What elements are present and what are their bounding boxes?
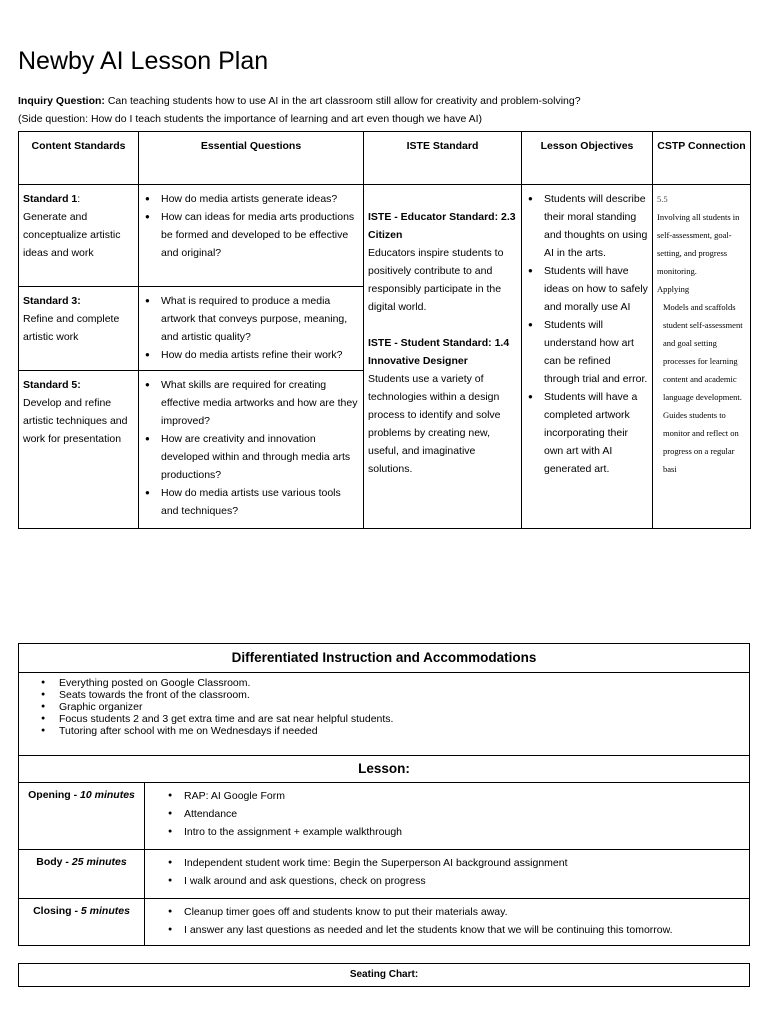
cstp-code: 5.5 (657, 194, 668, 204)
standard-text: Refine and complete artistic work (23, 313, 120, 343)
list-item: ● Students will understand how art can be refined through trial and error. (544, 316, 648, 388)
standard-label: Standard 3: (23, 295, 81, 307)
list-item: ● Graphic organizer (19, 701, 749, 713)
table-header-row (19, 132, 751, 185)
iste-educator-title: ISTE - Educator Standard: 2.3 Citizen (368, 211, 516, 241)
content-standard-cell (19, 185, 139, 287)
inquiry-text: Can teaching students how to use AI in the art classroom still allow for creativity and problem-solving? (104, 95, 581, 107)
page-title: Newby AI Lesson Plan (18, 47, 269, 75)
header-iste-standard: ISTE Standard (364, 132, 522, 185)
list-item: ● How do media artists refine their work? (161, 346, 359, 364)
content-standard-cell (19, 371, 139, 529)
list-item: ● What skills are required for creating effective media artworks and how are they improved? (161, 376, 359, 430)
standard-text: Develop and refine artistic techniques and work for presentation (23, 397, 128, 445)
standard-text: Generate and conceptualize artistic ideas and work (23, 211, 121, 259)
list-item: ● Everything posted on Google Classroom. (19, 677, 749, 689)
list-item: ● Attendance (145, 805, 749, 823)
list-item: ● Students will describe their moral standing and thoughts on using AI in the arts. (544, 190, 648, 262)
phase-label (19, 783, 145, 849)
seating-chart-heading: Seating Chart: (349, 969, 419, 980)
side-question: (Side question: How do I teach students the importance of learning and art even though we have AI) (18, 113, 483, 125)
lesson-heading: Lesson: (19, 756, 749, 783)
list-item: ● Cleanup timer goes off and students know to put their materials away. (145, 903, 749, 921)
standard-label: Standard 1 (23, 193, 78, 205)
table-row (19, 185, 751, 287)
header-essential-questions: Essential Questions (139, 132, 364, 185)
lesson-phase-body (19, 850, 749, 899)
list-item: ● How do media artists use various tools and techniques? (161, 484, 359, 520)
list-item: ● Focus students 2 and 3 get extra time and are sat near helpful students. (19, 713, 749, 725)
phase-name: Opening - (28, 789, 81, 801)
phase-duration: 10 minutes (80, 789, 135, 801)
content-standard-cell (19, 287, 139, 371)
seating-chart-box (18, 963, 750, 987)
iste-educator-text: Educators inspire students to positively contribute to and responsibly participate in the digital world. (368, 247, 504, 313)
standards-table (18, 131, 751, 529)
list-item: ● Independent student work time: Begin the Superperson AI background assignment (145, 854, 749, 872)
essential-questions-cell (139, 287, 364, 371)
cstp-line1: Involving all students in self-assessment, goal-setting, and progress monitoring. (657, 212, 740, 276)
phase-label (19, 899, 145, 945)
phase-duration: 25 minutes (71, 856, 127, 868)
cstp-connection-cell (653, 185, 751, 529)
list-item: ● Students will have ideas on how to safely and morally use AI (544, 262, 648, 316)
header-cstp-connection: CSTP Connection (653, 132, 751, 185)
inquiry-label: Inquiry Question: (18, 95, 105, 107)
lesson-phase-opening (19, 783, 749, 850)
list-item: ● How do media artists generate ideas? (161, 190, 359, 208)
accommodations-list (19, 673, 749, 737)
phase-duration: 5 minutes (80, 905, 130, 917)
phase-name: Body - (36, 856, 72, 868)
list-item: ● RAP: AI Google Form (145, 787, 749, 805)
differentiated-heading: Differentiated Instruction and Accommodations (19, 644, 749, 673)
list-item: ● Intro to the assignment + example walkthrough (145, 823, 749, 841)
essential-questions-cell (139, 371, 364, 529)
iste-student-title: ISTE - Student Standard: 1.4 Innovative Designer (368, 337, 510, 367)
lesson-box (18, 755, 750, 946)
iste-student-text: Students use a variety of technologies within a design process to identify and solve problems by creating new, useful, and imaginative solutions. (368, 373, 501, 475)
list-item: ● How can ideas for media arts productions be formed and developed to be effective and original? (161, 208, 359, 262)
cstp-line3: Models and scaffolds student self-assessment and goal setting processes for learning content and academic language development. Guides students to monitor and reflect on progress on a regular basi (663, 302, 743, 474)
list-item: ● Students will have a completed artwork incorporating their own art with AI generated art. (544, 388, 648, 478)
lesson-objectives-cell (522, 185, 653, 529)
lesson-phase-closing (19, 899, 749, 945)
header-lesson-objectives: Lesson Objectives (522, 132, 653, 185)
inquiry-question (18, 95, 581, 107)
header-content-standards: Content Standards (19, 132, 139, 185)
differentiated-instruction-box (18, 643, 750, 756)
list-item: ● Tutoring after school with me on Wednesdays if needed (19, 725, 749, 737)
essential-questions-cell (139, 185, 364, 287)
list-item: ● How are creativity and innovation developed within and through media arts productions? (161, 430, 359, 484)
phase-name: Closing - (33, 905, 81, 917)
iste-standard-cell (364, 185, 522, 529)
list-item: ● What is required to produce a media artwork that conveys purpose, meaning, and artistic quality? (161, 292, 359, 346)
list-item: ● I answer any last questions as needed and let the students know that we will be continuing this tomorrow. (145, 921, 749, 939)
list-item: ● Seats towards the front of the classroom. (19, 689, 749, 701)
phase-label (19, 850, 145, 898)
list-item: ● I walk around and ask questions, check on progress (145, 872, 749, 890)
cstp-line2: Applying (657, 284, 690, 294)
standard-label: Standard 5: (23, 379, 81, 391)
standard-label-suffix: : (77, 193, 81, 205)
